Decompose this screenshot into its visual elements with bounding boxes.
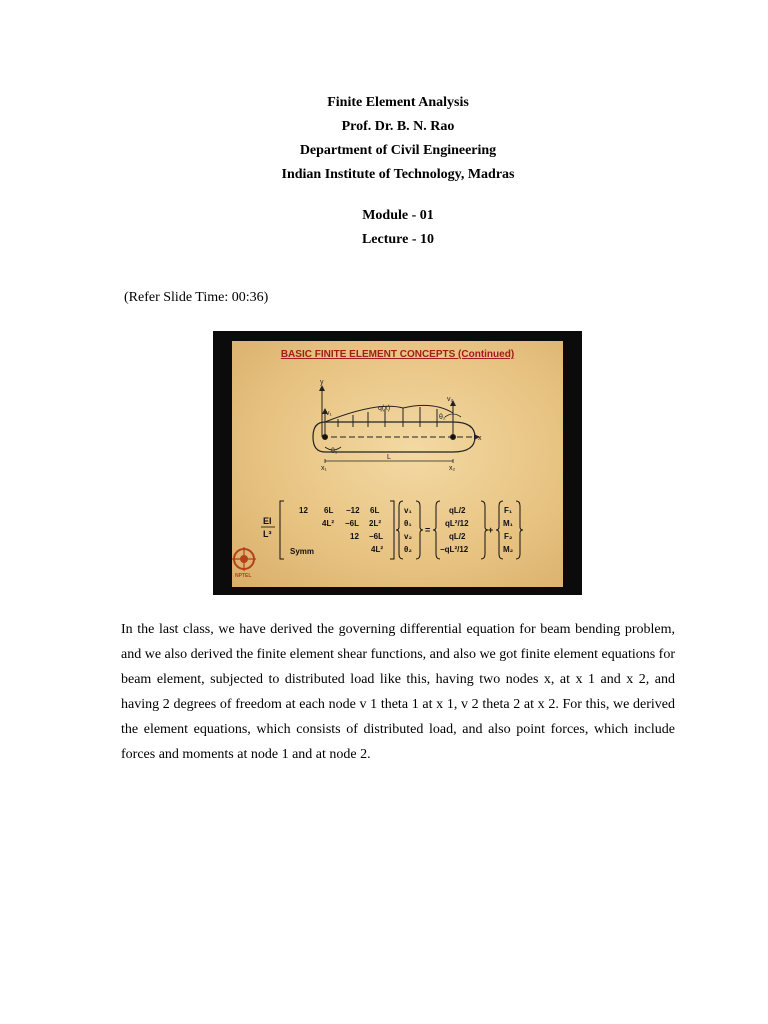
dof-entry: θ₁ [404,519,412,528]
beam-diagram [313,385,480,463]
coef-numerator: EI [263,516,272,526]
diagram-labels [320,379,482,472]
length-label: L [387,454,391,461]
module-number: Module - 01 [362,208,434,223]
matrix-cell: Symm [290,547,315,556]
slide-title: BASIC FINITE ELEMENT CONCEPTS (Continued) [280,349,515,360]
nptel-logo [232,547,256,579]
load-label: q(x) [378,405,391,412]
load-entry: −qL²/12 [440,545,469,554]
load-entry: qL/2 [449,506,466,515]
matrix-cell: 6L [370,506,380,515]
slide-content [213,331,582,595]
matrix-cell: 6L [324,506,334,515]
dof-entry: θ₂ [404,545,412,554]
matrix-cell: −12 [346,506,360,515]
body-paragraph: In the last class, we have derived the governing differential equation for beam bending problem, and we also derived the finite element shear functions, and also we got finite element equations for beam element, subjected to distributed load like this, having two nodes x, at x 1 and x 2, and having 2 degrees of freedom at each node v 1 theta 1 at x 1, v 2 theta 2 at x 2. For this, we derived the element equations, which consists of distributed load, and also point forces, which include forces and moments at node 1 and at node 2. [121,622,675,762]
load-entry: qL²/12 [445,519,469,528]
refer-slide-time: (Refer Slide Time: 00:36) [124,290,269,305]
matrix-cell: 4L² [322,519,334,528]
dof-entry: v₂ [404,532,413,541]
force-entry: M₁ [503,519,513,528]
load-entry: qL/2 [449,532,466,541]
plus-sign: + [488,525,494,535]
theta1-label: θ₁ [331,448,338,455]
institute-name: Indian Institute of Technology, Madras [281,167,515,182]
v2-label: v₂ [447,396,454,403]
equals-sign: = [425,525,431,535]
v1-label: v₁ [326,410,332,417]
stiffness-equation [261,501,523,559]
coef-denominator: L³ [263,529,272,539]
matrix-cell: −6L [345,519,360,528]
force-entry: F₂ [504,532,513,541]
matrix-cell: −6L [369,532,384,541]
lecture-number: Lecture - 10 [361,232,435,247]
course-title: Finite Element Analysis [327,95,469,110]
x1-label: x₁ [321,465,327,472]
matrix-cell: 12 [350,532,359,541]
dof-entry: v₁ [404,506,412,515]
y-axis-label: y [320,379,324,386]
x2-label: x₂ [449,465,456,472]
theta2-label: θ₂ [439,414,446,421]
matrix-cell: 12 [299,506,308,515]
department-name: Department of Civil Engineering [299,143,497,158]
matrix-cell: 2L² [369,519,381,528]
x-axis-label: x [478,435,482,442]
force-entry: M₂ [503,545,514,554]
professor-name: Prof. Dr. B. N. Rao [341,119,455,134]
matrix-cell: 4L² [371,545,383,554]
lecture-slide [213,331,582,595]
force-entry: F₁ [504,506,513,515]
logo-text: NPTEL [235,573,252,579]
